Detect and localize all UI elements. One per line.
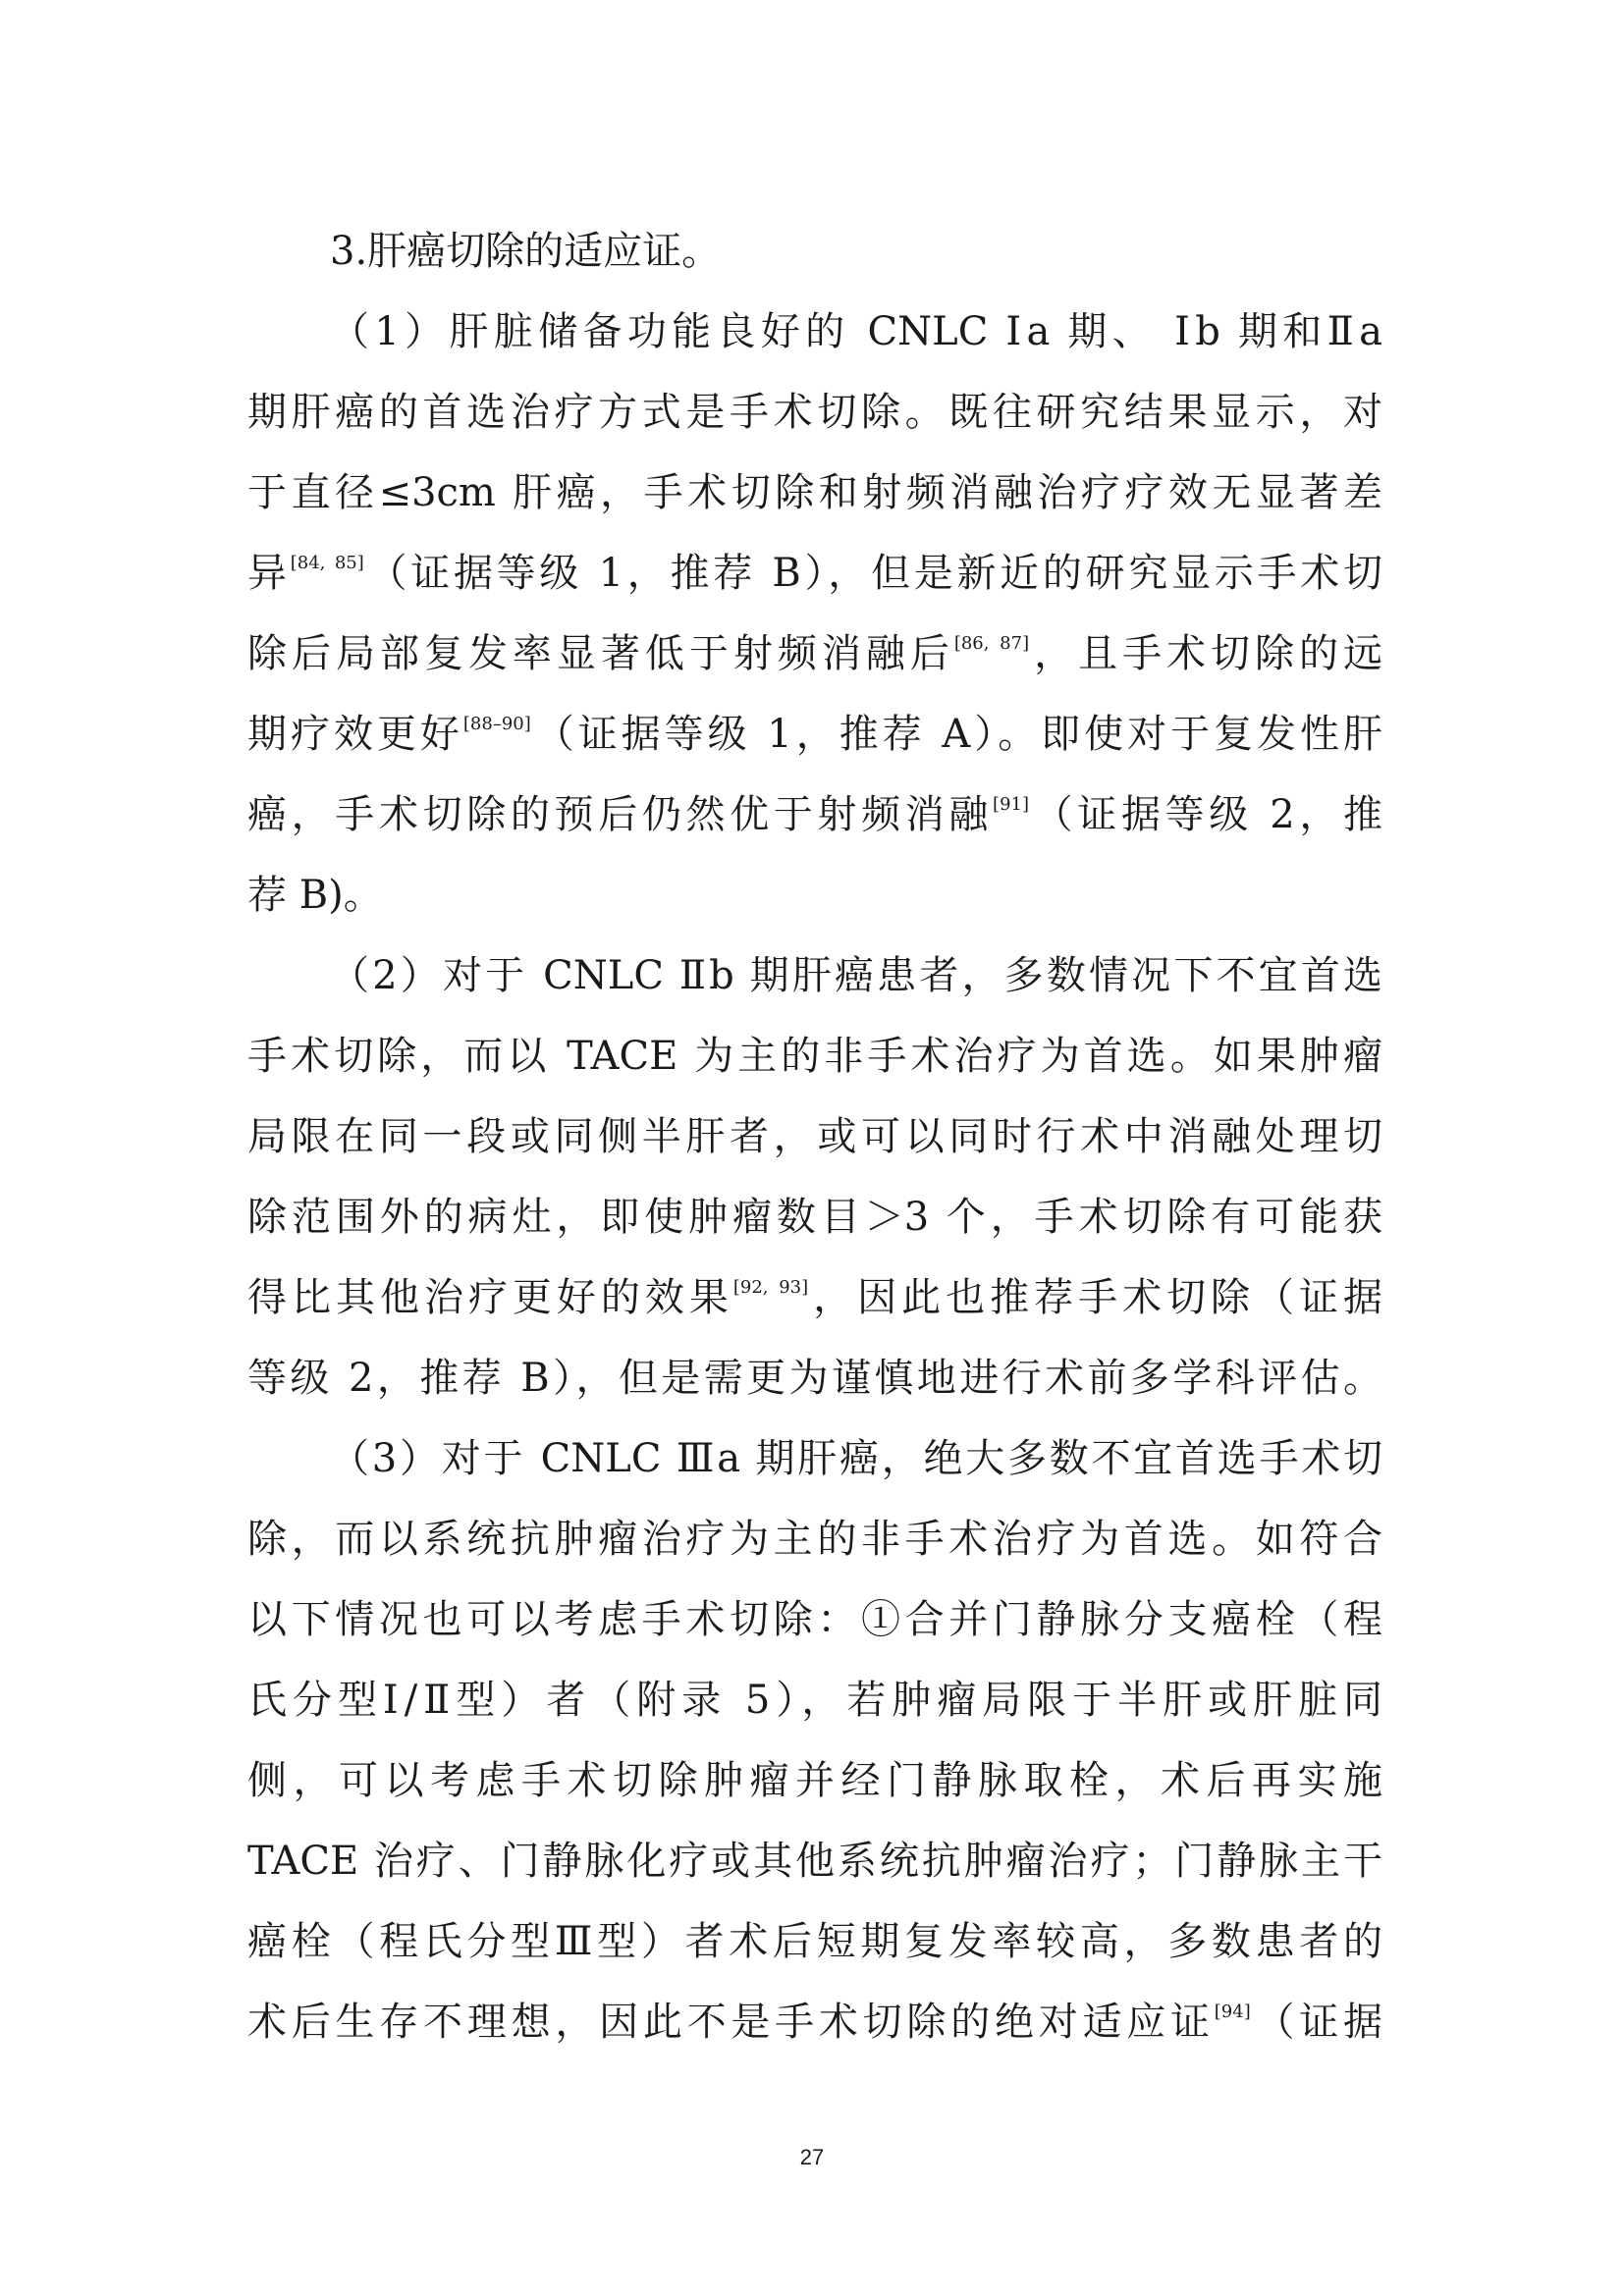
paragraph-line: （2）对于 CNLC Ⅱb 期肝癌患者，多数情况下不宜首选 [330, 953, 1382, 998]
paragraph-line: 手术切除，而以 TACE 为主的非手术治疗为首选。如果肿瘤 [247, 1034, 1382, 1079]
paragraph-line: 等级 2，推荐 B），但是需更为谨慎地进行术前多学科评估。 [247, 1356, 1382, 1401]
citation-ref: [88–90] [462, 713, 531, 734]
paragraph-line: TACE 治疗、门静脉化疗或其他系统抗肿瘤治疗；门静脉主干 [247, 1839, 1382, 1884]
page-number: 27 [799, 2145, 825, 2169]
paragraph-line: 除后局部复发率显著低于射频消融后[86, 87]，且手术切除的远 [247, 631, 1383, 676]
paragraph-line: 术后生存不理想，因此不是手术切除的绝对适应证[94]（证据 [247, 2000, 1383, 2045]
paragraph-line: 荐 B)。 [247, 873, 383, 918]
paragraph-line: （3）对于 CNLC Ⅲa 期肝癌，绝大多数不宜首选手术切 [330, 1436, 1382, 1481]
paragraph-line: 局限在同一段或同侧半肝者，或可以同时行术中消融处理切 [247, 1114, 1382, 1159]
citation-ref: [86, 87] [953, 632, 1030, 654]
citation-ref: [84, 85] [290, 552, 364, 573]
paragraph-line: 癌，手术切除的预后仍然优于射频消融[91]（证据等级 2，推 [247, 792, 1383, 837]
paragraph-line: 得比其他治疗更好的效果[92, 93]，因此也推荐手术切除（证据 [247, 1275, 1383, 1320]
paragraph-line: 期疗效更好[88–90]（证据等级 1，推荐 A）。即使对于复发性肝 [247, 712, 1383, 757]
paragraph-line: （1）肝脏储备功能良好的 CNLC Ⅰa 期、 Ⅰb 期和Ⅱa [330, 309, 1382, 354]
paragraph-line: 以下情况也可以考虑手术切除：①合并门静脉分支癌栓（程 [247, 1597, 1382, 1642]
citation-ref: [91] [993, 793, 1029, 815]
citation-ref: [92, 93] [732, 1276, 809, 1298]
paragraph-line: 于直径≤3cm 肝癌，手术切除和射频消融治疗疗效无显著差 [247, 470, 1382, 515]
paragraph-line: 除范围外的病灶，即使肿瘤数目＞3 个，手术切除有可能获 [247, 1195, 1382, 1240]
paragraph-line: 异[84, 85]（证据等级 1，推荐 B），但是新近的研究显示手术切 [247, 551, 1383, 596]
paragraph-line: 癌栓（程氏分型Ⅲ型）者术后短期复发率较高，多数患者的 [247, 1919, 1382, 1964]
paragraph-line: 氏分型Ⅰ/Ⅱ型）者（附录 5），若肿瘤局限于半肝或肝脏同 [247, 1678, 1382, 1723]
paragraph-line: 除，而以系统抗肿瘤治疗为主的非手术治疗为首选。如符合 [247, 1517, 1382, 1562]
paragraph-line: 侧，可以考虑手术切除肿瘤并经门静脉取栓，术后再实施 [247, 1758, 1382, 1803]
section-heading: 3.肝癌切除的适应证。 [330, 229, 722, 274]
citation-ref: [94] [1214, 2001, 1251, 2022]
paragraph-line: 期肝癌的首选治疗方式是手术切除。既往研究结果显示，对 [247, 390, 1382, 435]
